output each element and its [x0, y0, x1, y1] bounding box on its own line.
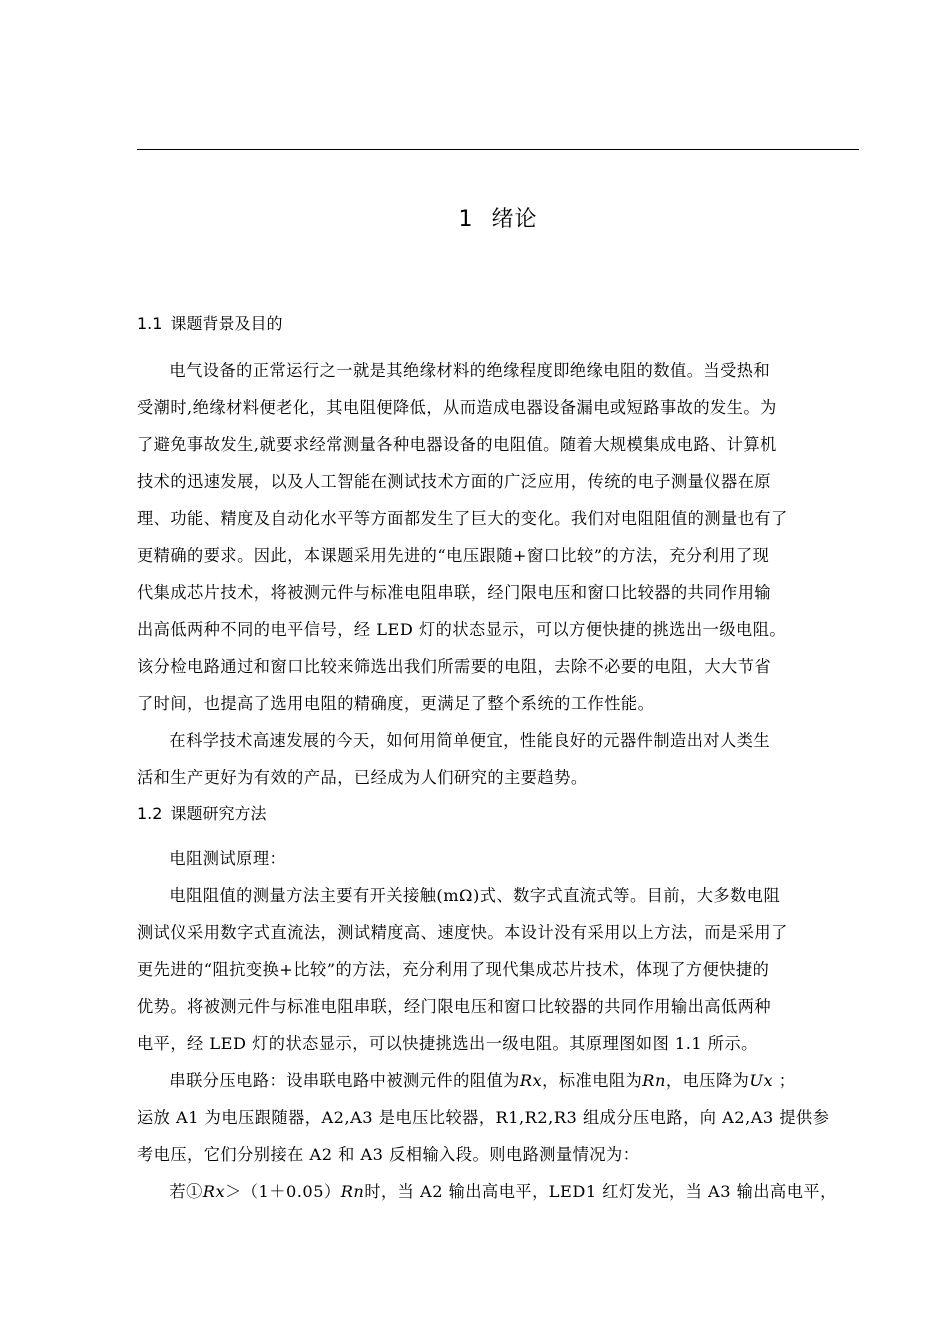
- section-number: 1.1: [137, 314, 163, 333]
- text-run: 若①: [169, 1182, 203, 1201]
- text-line: 了时间，也提高了选用电阻的精确度，更满足了整个系统的工作性能。: [137, 694, 655, 713]
- paragraph: [137, 877, 859, 1062]
- text-line: 运放 A1 为电压跟随器，A2,A3 是电压比较器，R1,R2,R3 组成分压电路，向 A2,A3 提供参: [137, 1108, 830, 1127]
- chapter-number: 1: [458, 207, 474, 232]
- math-variable: Ux: [749, 1071, 774, 1090]
- text-run: ＞（1＋0.05）: [225, 1182, 341, 1201]
- math-variable: Rn: [340, 1182, 365, 1201]
- text-line: 受潮时,绝缘材料便老化，其电阻便降低，从而造成电器设备漏电或短路事故的发生。为: [137, 398, 777, 417]
- text-run: ，电压降为: [665, 1071, 750, 1090]
- text-line: 在科学技术高速发展的今天，如何用简单便宜，性能良好的元器件制造出对人类生: [169, 731, 771, 750]
- math-variable: Rn: [642, 1071, 666, 1090]
- text-line: 电平，经 LED 灯的状态显示，可以快捷挑选出一级电阻。其原理图如图 1.1 所示。: [137, 1034, 758, 1053]
- text-line: 电气设备的正常运行之一就是其绝缘材料的绝缘程度即绝缘电阻的数值。当受热和: [169, 361, 771, 380]
- math-variable: Rx: [519, 1071, 543, 1090]
- text-line: 该分检电路通过和窗口比较来筛选出我们所需要的电阻，去除不必要的电阻，大大节省: [137, 657, 772, 676]
- paragraph: [137, 840, 859, 877]
- text-line: 了避免事故发生,就要求经常测量各种电器设备的电阻值。随着大规模集成电路、计算机: [137, 435, 777, 454]
- paragraph: [137, 1062, 859, 1210]
- text-run: 串联分压电路：设串联电路中被测元件的阻值为: [169, 1071, 520, 1090]
- text-line: 优势。将被测元件与标准电阻串联，经门限电压和窗口比较器的共同作用输出高低两种: [137, 997, 772, 1016]
- paragraph: [137, 722, 859, 796]
- text-line: [137, 1062, 859, 1099]
- text-line: 更精确的要求。因此，本课题采用先进的“电压跟随+窗口比较”的方法，充分利用了现: [137, 546, 770, 565]
- math-variable: Rx: [202, 1182, 226, 1201]
- chapter-title-text: 绪论: [491, 207, 538, 232]
- text-line: 电阻阻值的测量方法主要有开关接触(mΩ)式、数字式直流式等。目前，大多数电阻: [169, 886, 781, 905]
- header-rule: [137, 149, 859, 150]
- text-run: 时，当 A2 输出高电平，LED1 红灯发光，当 A3 输出高电平，: [364, 1182, 837, 1201]
- text-line: 技术的迅速发展，以及人工智能在测试技术方面的广泛应用，传统的电子测量仪器在原: [137, 472, 772, 491]
- text-run: ；: [773, 1071, 796, 1090]
- section-title: 课题研究方法: [170, 804, 267, 823]
- text-line: 理、功能、精度及自动化水平等方面都发生了巨大的变化。我们对电阻阻值的测量也有了: [137, 509, 788, 528]
- section-heading-1-2: [137, 796, 859, 840]
- body-text: [137, 306, 859, 1210]
- text-run: ，标准电阻为: [542, 1071, 643, 1090]
- paragraph: [137, 352, 859, 722]
- text-line: 电阻测试原理：: [169, 849, 287, 868]
- chapter-title: [137, 202, 859, 238]
- text-line: 出高低两种不同的电平信号，经 LED 灯的状态显示，可以方便快捷的挑选出一级电阻。: [137, 620, 787, 639]
- section-heading-1-1: [137, 306, 859, 352]
- section-number: 1.2: [137, 804, 163, 823]
- text-line: 测试仪采用数字式直流法，测试精度高、速度快。本设计没有采用以上方法，而是采用了: [137, 923, 788, 942]
- text-line: [137, 1173, 859, 1210]
- section-title: 课题背景及目的: [170, 314, 283, 333]
- text-line: 活和生产更好为有效的产品，已经成为人们研究的主要趋势。: [137, 768, 588, 787]
- text-line: 考电压，它们分别接在 A2 和 A3 反相输入段。则电路测量情况为：: [137, 1145, 640, 1164]
- text-line: 代集成芯片技术，将被测元件与标准电阻串联，经门限电压和窗口比较器的共同作用输: [137, 583, 772, 602]
- text-line: 更先进的“阻抗变换+比较”的方法，充分利用了现代集成芯片技术，体现了方便快捷的: [137, 960, 770, 979]
